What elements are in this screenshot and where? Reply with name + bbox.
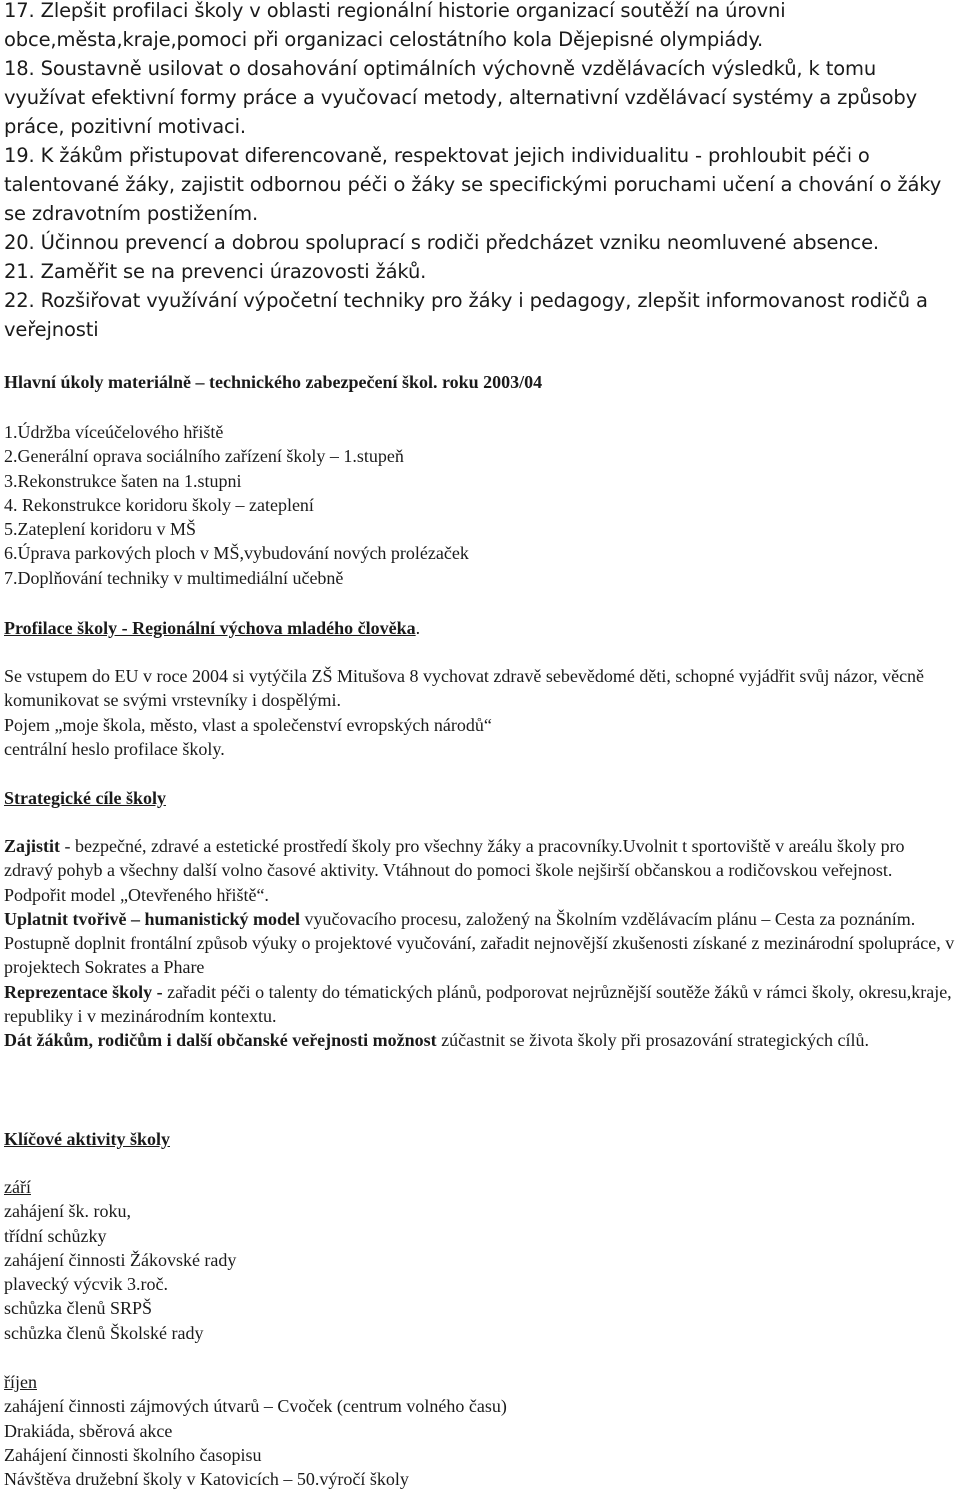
list-item: 1.Údržba víceúčelového hřiště [4, 422, 224, 442]
goal-item: 18. Soustavně usilovat o dosahování optimálních výchovně vzdělávacích výsledků, k tomu využívat efektivní formy práce a vyučovací metody, alternativní vzdělávací systémy a způsoby práce, pozitivní motivaci. [4, 57, 918, 138]
strategie-item [4, 980, 956, 1029]
aktivity-rijen [4, 1370, 507, 1491]
list-item: zahájení činnosti zájmových útvarů – Cvoček (centrum volného času) [4, 1396, 507, 1417]
list-item: Zahájení činnosti školního časopisu [4, 1444, 262, 1465]
strategie-lead: Dát žákům, rodičům i další občanské veřejnosti možnost [4, 1030, 437, 1051]
strategie-item [4, 1028, 956, 1052]
list-item: Návštěva družební školy v Katovicích – 50.výročí školy [4, 1469, 409, 1490]
list-item: schůzka členů Školské rady [4, 1322, 204, 1343]
month-label: září [4, 1177, 31, 1197]
strategie-heading: Strategické cíle školy [4, 788, 166, 808]
profilace-heading [4, 616, 420, 640]
strategie-text: zúčastnit se života školy při prosazování strategických cílů. [436, 1030, 870, 1051]
list-item: schůzka členů SRPŠ [4, 1298, 152, 1319]
goal-item: 17. Zlepšit profilaci školy v oblasti regionální historie organizací soutěží na úrovni obce,města,kraje,pomoci při organizaci celostátního kola Dějepisné olympiády. [4, 0, 786, 51]
strategie-lead: Uplatnit tvořivě – humanistický model [4, 908, 301, 929]
month-label: říjen [4, 1372, 37, 1392]
profilace-heading-dot: . [415, 618, 421, 638]
strategie-lead: Zajistit [4, 836, 60, 856]
strategie-item [4, 834, 956, 907]
paragraph: Se vstupem do EU v roce 2004 si vytýčila ZŠ Mitušova 8 vychovat zdravě sebevědomé děti, schopné vyjádřit svůj názor, věcně komunikovat se svými vrstevníky i dospělými. [4, 666, 925, 711]
material-heading: Hlavní úkoly materiálně – technického zabezpečení škol. roku 2003/04 [4, 372, 543, 392]
paragraph: centrální heslo profilace školy. [4, 738, 225, 759]
aktivity-heading: Klíčové aktivity školy [4, 1129, 170, 1149]
list-item: Drakiáda, sběrová akce [4, 1420, 173, 1441]
strategie-text: vyučovacího procesu, založený na Školním vzdělávacím plánu – Cesta za poznáním. Postupně doplnit frontální způsob výuky o projektové vyučování, zařadit nejnovější zkušenosti získané z mezinárodní spolupráce, v projektech Sokrates a Phare [4, 908, 955, 978]
list-item: 5.Zateplení koridoru v MŠ [4, 519, 196, 540]
strategie-item [4, 907, 956, 980]
list-item: zahájení šk. roku, [4, 1201, 131, 1222]
strategie-text: zařadit péči o talenty do tématických plánů, podporovat nejrůznější soutěže žáků v rámci školy, okresu,kraje, republiky i v mezinárodním kontextu. [4, 981, 952, 1027]
aktivity-zari [4, 1175, 236, 1345]
goal-item: 20. Účinnou prevencí a dobrou spoluprací s rodiči předcházet vzniku neomluvené absence. [4, 231, 879, 254]
profilace-text [4, 664, 956, 761]
strategie-lead: Reprezentace školy - [4, 981, 163, 1002]
list-item: 3.Rekonstrukce šaten na 1.stupni [4, 470, 242, 491]
goal-item: 22. Rozšiřovat využívání výpočetní techniky pro žáky i pedagogy, zlepšit informovanost rodičů a veřejnosti [4, 289, 928, 341]
list-item: 4. Rekonstrukce koridoru školy – zateplení [4, 494, 314, 515]
list-item: plavecký výcvik 3.roč. [4, 1274, 168, 1295]
list-item: zahájení činnosti Žákovské rady [4, 1249, 237, 1270]
list-item: třídní schůzky [4, 1225, 107, 1246]
list-item: 6.Úprava parkových ploch v MŠ,vybudování nových prolézaček [4, 543, 469, 564]
goal-item: 19. K žákům přistupovat diferencovaně, respektovat jejich individualitu - prohloubit péči o talentované žáky, zajistit odbornou péči o žáky se specifickými poruchami učení a chování o žáky se zdravotním postižením. [4, 144, 942, 225]
list-item: 2.Generální oprava sociálního zařízení školy – 1.stupeň [4, 446, 404, 467]
goals-list [4, 0, 956, 344]
material-tasks-list [4, 420, 469, 590]
goal-item: 21. Zaměřit se na prevenci úrazovosti žáků. [4, 260, 427, 283]
paragraph: Pojem „moje škola, město, vlast a společenství evropských národů“ [4, 714, 492, 735]
strategie-text: - bezpečné, zdravé a estetické prostředí školy pro všechny žáky a pracovníky.Uvolnit t sportoviště v areálu školy pro zdravý pohyb a všechny další volno časové aktivity. Vtáhnout do pomoci škole nejširší občanskou a rodičovskou veřejnost. Podpořit model „Otevřeného hřiště“. [4, 836, 905, 905]
list-item: 7.Doplňování techniky v multimediální učebně [4, 567, 344, 588]
profilace-heading-text: Profilace školy - Regionální výchova mladého člověka [4, 618, 416, 638]
strategie-list [4, 834, 956, 1053]
